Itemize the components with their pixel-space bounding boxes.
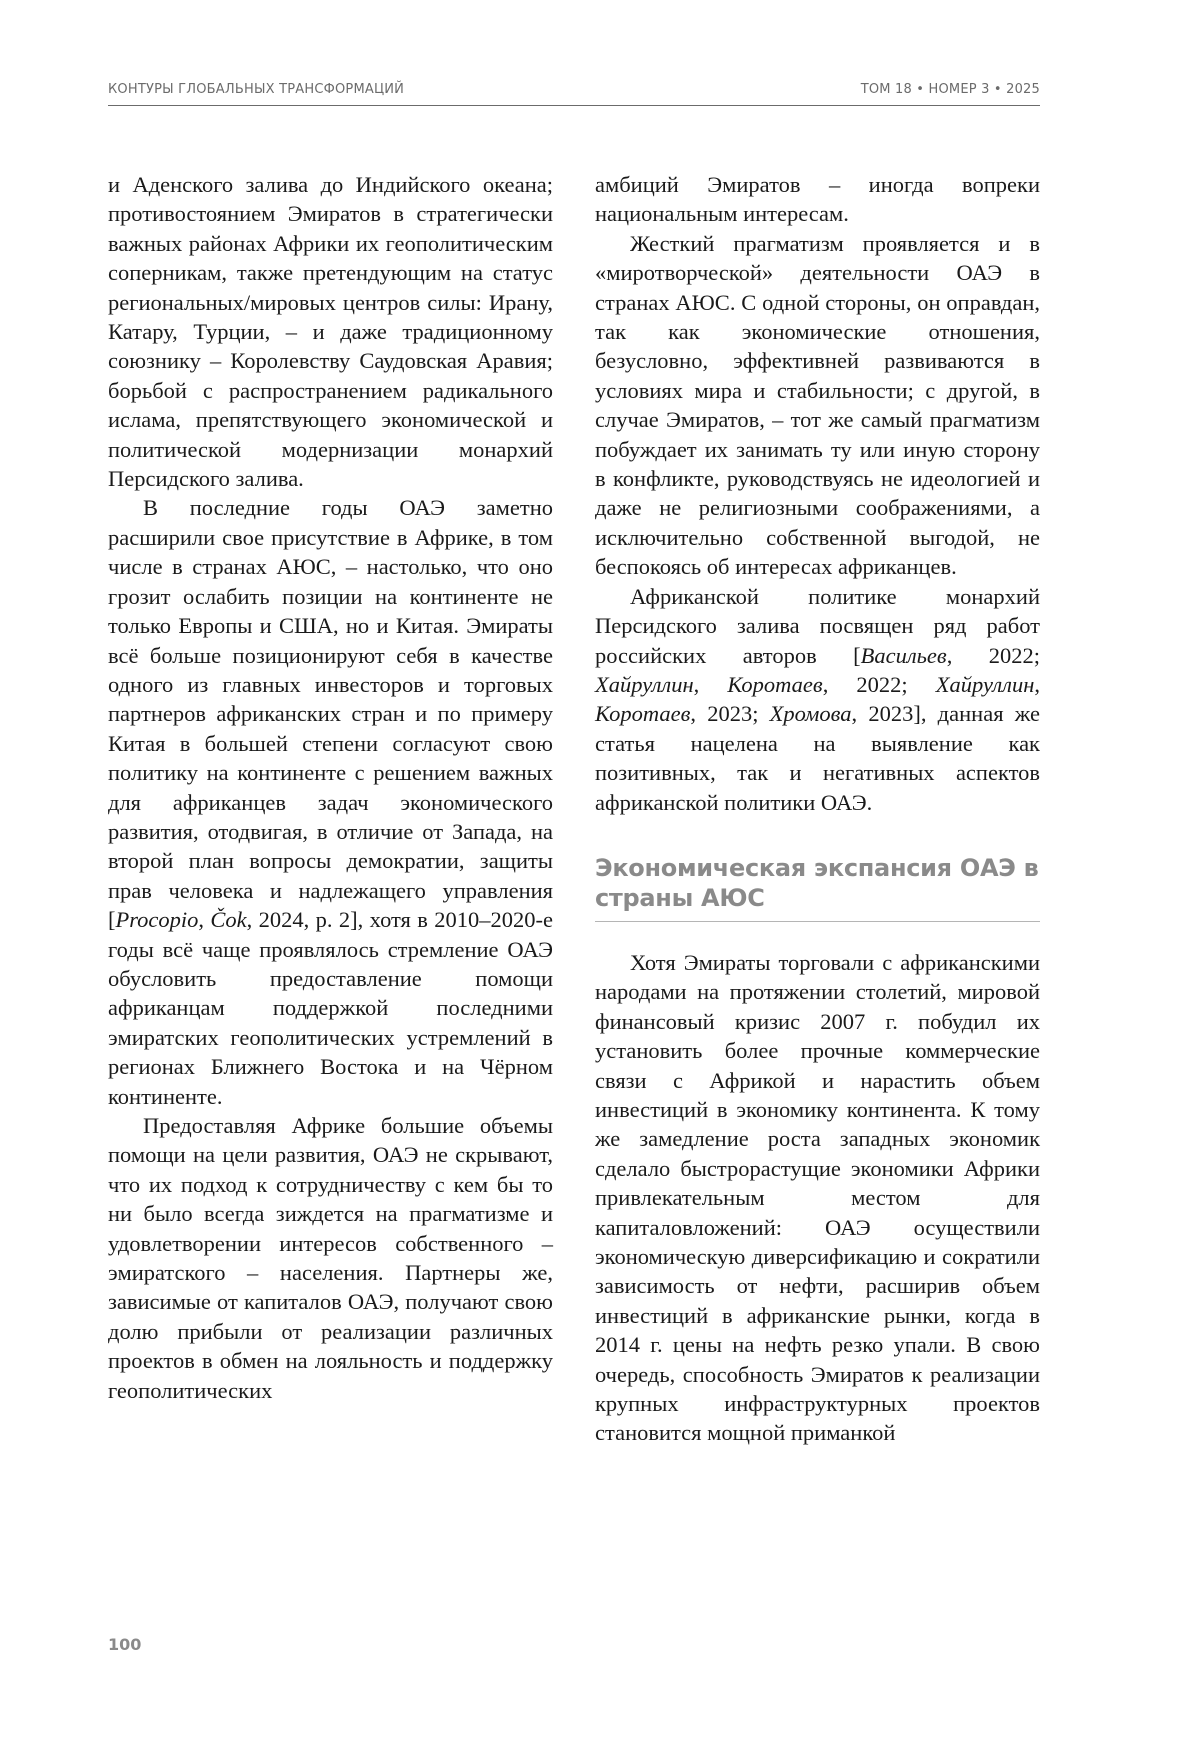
paragraph: Предоставляя Африке большие объемы помощи на цели развития, ОАЭ не скрывают, что их подход к сотрудничеству с кем бы то ни было всегда зиждется на прагматизме и удовлетворении интересов собственного – эмиратского – населения. Партнеры же, зависимые от капиталов ОАЭ, получают свою долю прибыли от реализации различных проектов в обмен на лояльность и поддержку геополитических: [108, 1113, 553, 1403]
citation-author: Хайруллин: [595, 671, 694, 697]
issue-info: ТОМ 18 • НОМЕР 3 • 2025: [860, 82, 1040, 97]
page-number: 100: [108, 1635, 142, 1654]
paragraph: В последние годы ОАЭ заметно расширили свое присутствие в Африке, в том числе в странах АЮС, – настолько, что оно грозит ослабить позиции на континенте не только Европы и США, но и Китая. Эмираты всё больше позиционируют себя в качестве одного из главных инвесторов и торговых партнеров африканских стран и по примеру Китая в большей степени согласуют свою политику на континенте с решением важных для африканцев задач экономического развития, отодвигая, в отличие от Запада, на второй план вопросы демократии, защиты прав человека и надлежащего управления [Procopio, Čok, 2024, p. 2], хотя в 2010–2020-е годы всё чаще проявлялось стремление ОАЭ обусловить предоставление помощи африканцам поддержкой последними эмиратских геополитических устремлений в регионах Ближнего Востока и на Чёрном континенте.: [108, 495, 554, 1109]
citation-author: Коротаев: [595, 701, 691, 727]
citation-author: Васильев: [860, 642, 947, 668]
paragraph: Жесткий прагматизм проявляется и в «миротворческой» деятельности ОАЭ в странах АЮС. С одной стороны, он оправдан, так как экономические отношения, безусловно, эффективней развиваются в условиях мира и стабильности; с другой, в случае Эмиратов, – тот же самый прагматизм побуждает их занимать ту или иную сторону в конфликте, руководствуясь не идеологией и даже не религиозными соображениями, а исключительно собственной выгодой, не беспокоясь об интересах африканцев.: [595, 230, 1040, 580]
right-column: [595, 170, 1040, 1448]
spacer: [595, 922, 1040, 948]
left-column: [108, 170, 553, 1405]
paragraph: амбиций Эмиратов – иногда вопреки национальным интересам.: [595, 172, 1040, 227]
citation-author: Čok: [210, 907, 247, 933]
citation-author: Хромова: [769, 701, 852, 727]
section-heading: Экономическая экспансия ОАЭ в страны АЮС: [595, 853, 1040, 922]
paragraph: Хотя Эмираты торговали с африканскими народами на протяжении столетий, мировой финансовый кризис 2007 г. побудил их установить более прочные коммерческие связи с Африкой и нарастить объем инвестиций в экономику континента. К тому же замедление роста западных экономик сделало быстрорастущие экономики Африки привлекательным местом для капиталовложений: ОАЭ осуществили экономическую диверсификацию и сократили зависимость от нефти, расширив объем инвестиций в африканские рынки, когда в 2014 г. цены на нефть резко упали. В свою очередь, способность Эмиратов к реализации крупных инфраструктурных проектов становится мощной приманкой: [595, 949, 1040, 1446]
paragraph: Африканской политике монархий Персидского залива посвящен ряд работ российских авторов [Васильев, 2022; Хайруллин, Коротаев, 2022; Хайруллин, Коротаев, 2023; Хромова, 2023], данная же статья нацелена на выявление как позитивных, так и негативных аспектов африканской политики ОАЭ.: [595, 583, 1040, 815]
citation-author: Procopio: [115, 907, 199, 933]
journal-title: КОНТУРЫ ГЛОБАЛЬНЫХ ТРАНСФОРМАЦИЙ: [108, 82, 405, 97]
citation-author: Коротаев: [727, 671, 823, 697]
citation-author: Хайруллин: [935, 671, 1035, 697]
running-head: [108, 82, 1040, 106]
paragraph: и Аденского залива до Индийского океана; противостоянием Эмиратов в стратегически важных районах Африки их геополитическим соперникам, также претендующим на статус региональных/мировых центров силы: Ирану, Катару, Турции, – и даже традиционному союзнику – Королевству Саудовская Аравия; борьбой с распространением радикального ислама, препятствующего экономической и политической модернизации монархий Персидского залива.: [108, 172, 553, 492]
